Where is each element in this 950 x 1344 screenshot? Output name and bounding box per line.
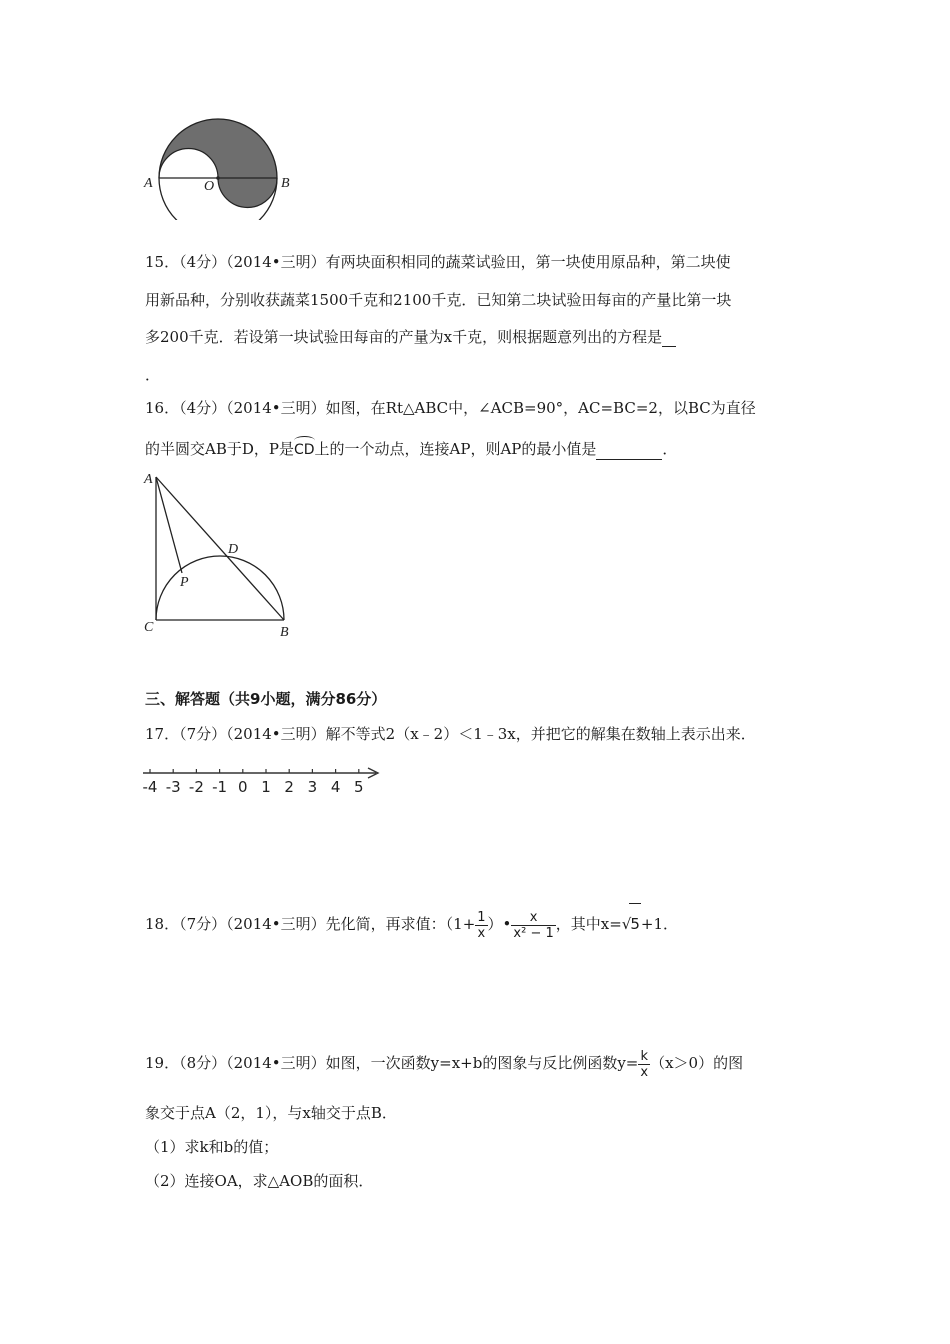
q16-line-1: 16．（4分）（2014•三明）如图，在Rt△ABC中，∠ACB=90°，AC=BC=2，以BC为直径 (145, 399, 756, 417)
q15-line-4: ． (145, 366, 161, 384)
fraction-numerator: 1 (477, 909, 486, 925)
sqrt-value: 5 (629, 903, 641, 944)
q19-line-1 (145, 1043, 743, 1083)
label-c: C (144, 620, 154, 635)
label-b: B (280, 625, 289, 640)
q16-line-2 (145, 436, 677, 460)
number-line-tick-label: 3 (307, 778, 318, 796)
number-line-tick-label: 5 (354, 778, 364, 796)
label-b: B (281, 176, 290, 191)
number-line-tick-label: 4 (330, 778, 341, 796)
arc-cd-label: CD (294, 436, 315, 460)
number-line-tick-label: 1 (261, 778, 271, 796)
fraction-numerator: x (511, 910, 555, 926)
number-line (140, 760, 390, 800)
number-line-tick-label: 0 (238, 778, 248, 796)
number-line-tick-label: -3 (165, 778, 181, 796)
label-a: A (144, 176, 153, 191)
section-3-title: 三、解答题（共9小题，满分86分） (145, 690, 387, 708)
label-a: A (144, 472, 153, 487)
label-d: D (228, 542, 239, 557)
triangle-semicircle-figure (138, 465, 298, 645)
number-line-tick-label: -1 (212, 778, 228, 796)
fraction-k-over-x (638, 1049, 650, 1080)
label-p: P (180, 575, 189, 590)
number-line-tick-label: 2 (284, 778, 294, 796)
q16-line-2-end: ． (662, 440, 678, 458)
q16-line-2-start: 的半圆交AB于D，P是 (145, 440, 294, 458)
q18-mid: ）• (487, 915, 512, 933)
q19-line-2: 象交于点A（2，1），与x轴交于点B． (145, 1104, 397, 1122)
q16-line-2-rest: 上的一个动点，连接AP，则AP的最小值是 (314, 440, 597, 458)
fraction-denominator: x² − 1 (513, 925, 554, 941)
fraction-1-over-x (475, 910, 487, 941)
fraction-numerator: k (638, 1049, 650, 1065)
q15-line-2: 用新品种，分别收获蔬菜1500千克和2100千克．已知第二块试验田每亩的产量比第一块 (145, 291, 732, 309)
q19-line-1-end: （x＞0）的图 (650, 1054, 744, 1072)
fraction-x-over-x2-minus-1 (511, 910, 555, 941)
q15-line-1: 15．（4分）（2014•三明）有两块面积相同的蔬菜试验田，第一块使用原品种，第二块使 (145, 253, 731, 271)
q15-answer-blank (662, 330, 676, 347)
q19-sub-1: （1）求k和b的值； (145, 1138, 279, 1156)
q18-suffix-a: ，其中x= (555, 915, 622, 933)
label-o: O (204, 179, 215, 194)
q18-line (145, 903, 678, 943)
number-line-tick-label: -2 (188, 778, 204, 796)
q16-answer-blank (596, 443, 662, 460)
q15-line-3-text: 多200千克．若设第一块试验田每亩的产量为x千克，则根据题意列出的方程是 (145, 328, 663, 346)
number-line-tick-label: -4 (142, 778, 158, 796)
q19-sub-2: （2）连接OA，求△AOB的面积． (145, 1172, 374, 1190)
q15-line-3 (145, 327, 676, 347)
fraction-denominator: x (477, 925, 486, 941)
fraction-denominator: x (640, 1064, 649, 1080)
sqrt-sign: √ (621, 915, 632, 933)
q19-line-1-start: 19．（8分）（2014•三明）如图，一次函数y=x+b的图象与反比例函数y= (145, 1054, 639, 1072)
q17-text: 17．（7分）（2014•三明）解不等式2（x﹣2）＜1﹣3x，并把它的解集在数轴上表示出来． (145, 725, 756, 743)
q18-suffix-b: +1． (640, 915, 679, 933)
q18-prefix: 18．（7分）（2014•三明）先化简，再求值：（1+ (145, 915, 476, 933)
circle-shading-figure (140, 110, 300, 220)
